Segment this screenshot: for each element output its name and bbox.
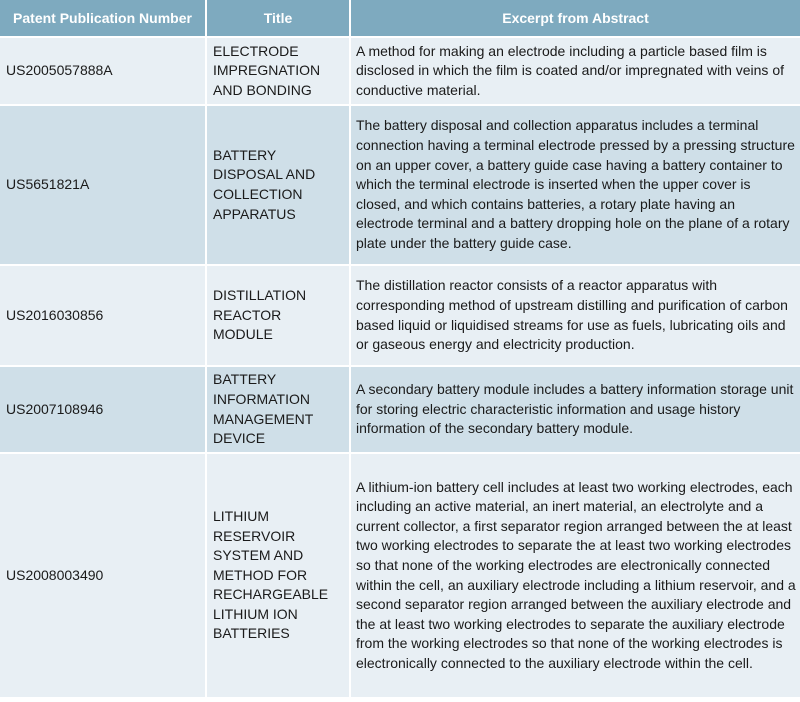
abstract-cell: A method for making an electrode including a particle based film is disclosed in which the film is coated and/or impregnated with veins of conductive material. bbox=[350, 37, 800, 105]
patent-number-cell: US2007108946 bbox=[0, 366, 206, 453]
patent-number-cell: US5651821A bbox=[0, 105, 206, 265]
title-cell: ELECTRODE IMPREGNATION AND BONDING bbox=[206, 37, 350, 105]
header-title: Title bbox=[206, 0, 350, 37]
abstract-cell: The distillation reactor consists of a reactor apparatus with corresponding method of upstream distilling and purification of carbon based liquid or liquidised streams for use as fuels, lubricating oils and or gaseous energy and electricity production. bbox=[350, 265, 800, 366]
table-row bbox=[0, 366, 800, 453]
header-row bbox=[0, 0, 800, 37]
table-row bbox=[0, 265, 800, 366]
title-cell: DISTILLATION REACTOR MODULE bbox=[206, 265, 350, 366]
header-abstract: Excerpt from Abstract bbox=[350, 0, 800, 37]
patent-number-cell: US2008003490 bbox=[0, 453, 206, 698]
table-row bbox=[0, 37, 800, 105]
header-patent-number: Patent Publication Number bbox=[0, 0, 206, 37]
title-cell: LITHIUM RESERVOIR SYSTEM AND METHOD FOR RECHARGEABLE LITHIUM ION BATTERIES bbox=[206, 453, 350, 698]
table-row bbox=[0, 105, 800, 265]
abstract-cell: A lithium-ion battery cell includes at least two working electrodes, each including an active material, an inert material, an electrolyte and a current collector, a first separator region arranged between the at least two working electrodes to separate the at least two working electrodes so that none of the working electrodes are electronically connected within the cell, an auxiliary electrode including a lithium reservoir, and a second separator region arranged between the auxiliary electrode and the at least two working electrodes to separate the auxiliary electrode from the working electrodes so that none of the working electrodes is electronically connected to the auxiliary electrode within the cell. bbox=[350, 453, 800, 698]
patent-number-cell: US2005057888A bbox=[0, 37, 206, 105]
table-row bbox=[0, 453, 800, 698]
abstract-cell: The battery disposal and collection apparatus includes a terminal connection having a terminal electrode pressed by a pressing structure on an upper cover, a battery guide case having a battery container to which the terminal electrode is inserted when the upper cover is closed, and which contains batteries, a rotary plate having an electrode terminal and a battery dropping hole on the plane of a rotary plate under the battery guide case. bbox=[350, 105, 800, 265]
title-cell: BATTERY INFORMATION MANAGEMENT DEVICE bbox=[206, 366, 350, 453]
title-cell: BATTERY DISPOSAL AND COLLECTION APPARATUS bbox=[206, 105, 350, 265]
patent-number-cell: US2016030856 bbox=[0, 265, 206, 366]
abstract-cell: A secondary battery module includes a battery information storage unit for storing electric characteristic information and usage history information of the secondary battery module. bbox=[350, 366, 800, 453]
